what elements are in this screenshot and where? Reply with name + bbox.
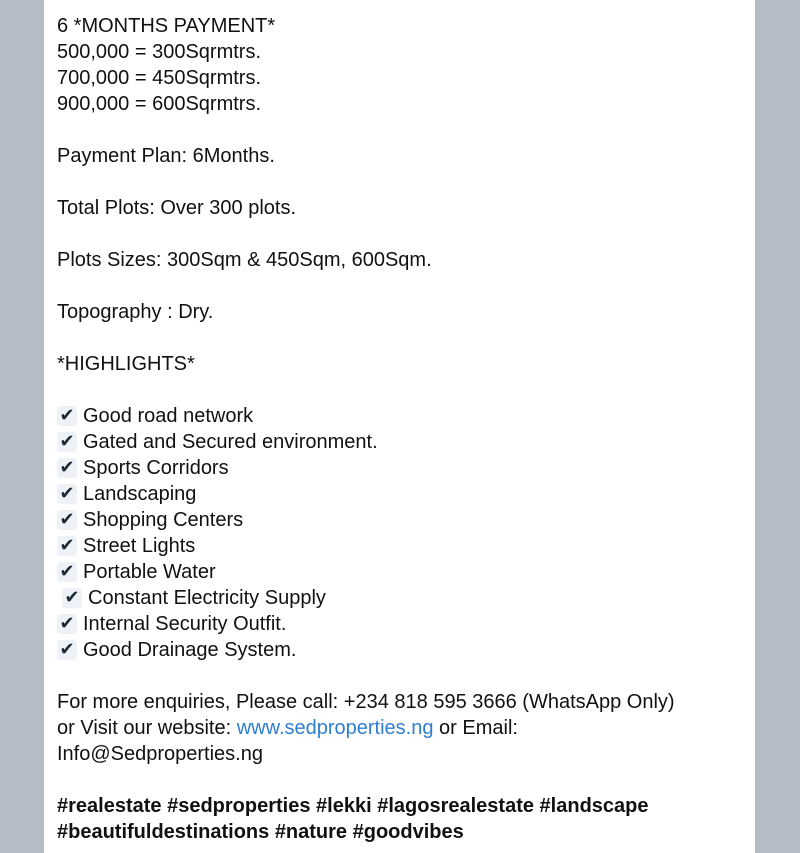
highlight-item bbox=[57, 637, 747, 663]
spacer bbox=[57, 117, 747, 143]
hashtag[interactable]: #nature bbox=[274, 821, 348, 843]
spacer bbox=[57, 663, 747, 689]
contact-email: Info@Sedproperties.ng bbox=[57, 743, 263, 765]
highlight-label: Gated and Secured environment. bbox=[83, 431, 378, 453]
website-link[interactable]: www.sedproperties.ng bbox=[236, 717, 434, 739]
contact-phone: For more enquiries, Please call: +234 818 595 3666 (WhatsApp Only) bbox=[57, 691, 675, 713]
price-line: 700,000 = 450Sqrmtrs. bbox=[57, 67, 262, 89]
highlight-item bbox=[57, 481, 747, 507]
price-line: 500,000 = 300Sqrmtrs. bbox=[57, 41, 262, 63]
highlight-item bbox=[57, 429, 747, 455]
check-icon: ✔ bbox=[57, 536, 77, 556]
contact-email-prefix: or Email: bbox=[433, 717, 518, 739]
hashtag[interactable]: #lekki bbox=[316, 795, 372, 817]
highlight-label: Portable Water bbox=[83, 561, 216, 583]
spacer bbox=[57, 169, 747, 195]
check-icon: ✔ bbox=[57, 614, 77, 634]
highlight-item bbox=[57, 455, 747, 481]
highlight-label: Internal Security Outfit. bbox=[83, 613, 287, 635]
spacer bbox=[57, 325, 747, 351]
highlight-label: Street Lights bbox=[83, 535, 196, 557]
highlight-item bbox=[57, 611, 747, 637]
highlight-item bbox=[57, 533, 747, 559]
highlight-label: Sports Corridors bbox=[83, 457, 229, 479]
highlight-item bbox=[57, 507, 747, 533]
hashtag[interactable]: #realestate bbox=[57, 795, 162, 817]
check-icon: ✔ bbox=[57, 406, 77, 426]
contact-website-line bbox=[57, 715, 747, 741]
highlight-item bbox=[57, 585, 747, 611]
topography: Topography : Dry. bbox=[57, 301, 214, 323]
contact-website-prefix: or Visit our website: bbox=[57, 717, 237, 739]
highlight-label: Shopping Centers bbox=[83, 509, 244, 531]
highlight-item bbox=[57, 403, 747, 429]
message-text bbox=[57, 13, 747, 845]
payment-heading: 6 *MONTHS PAYMENT* bbox=[57, 15, 276, 37]
check-icon: ✔ bbox=[57, 484, 77, 504]
highlight-label: Good road network bbox=[83, 405, 254, 427]
hashtag[interactable]: #lagosrealestate bbox=[377, 795, 534, 817]
hashtags-line bbox=[57, 819, 747, 845]
check-icon: ✔ bbox=[57, 562, 77, 582]
spacer bbox=[57, 767, 747, 793]
payment-plan: Payment Plan: 6Months. bbox=[57, 145, 275, 167]
price-line: 900,000 = 600Sqrmtrs. bbox=[57, 93, 262, 115]
spacer bbox=[57, 221, 747, 247]
check-icon: ✔ bbox=[57, 432, 77, 452]
total-plots: Total Plots: Over 300 plots. bbox=[57, 197, 297, 219]
hashtag[interactable]: #goodvibes bbox=[352, 821, 464, 843]
check-icon: ✔ bbox=[57, 640, 77, 660]
spacer bbox=[57, 273, 747, 299]
highlight-label: Constant Electricity Supply bbox=[88, 587, 326, 609]
spacer bbox=[57, 377, 747, 403]
check-icon: ✔ bbox=[57, 510, 77, 530]
highlights-title: *HIGHLIGHTS* bbox=[57, 353, 195, 375]
hashtag[interactable]: #sedproperties bbox=[167, 795, 311, 817]
check-icon: ✔ bbox=[62, 588, 82, 608]
highlight-item bbox=[57, 559, 747, 585]
plot-sizes: Plots Sizes: 300Sqm & 450Sqm, 600Sqm. bbox=[57, 249, 432, 271]
hashtag[interactable]: #beautifuldestinations bbox=[57, 821, 270, 843]
highlight-label: Landscaping bbox=[83, 483, 197, 505]
hashtags-line bbox=[57, 793, 747, 819]
check-icon: ✔ bbox=[57, 458, 77, 478]
hashtag[interactable]: #landscape bbox=[539, 795, 649, 817]
highlight-label: Good Drainage System. bbox=[83, 639, 297, 661]
